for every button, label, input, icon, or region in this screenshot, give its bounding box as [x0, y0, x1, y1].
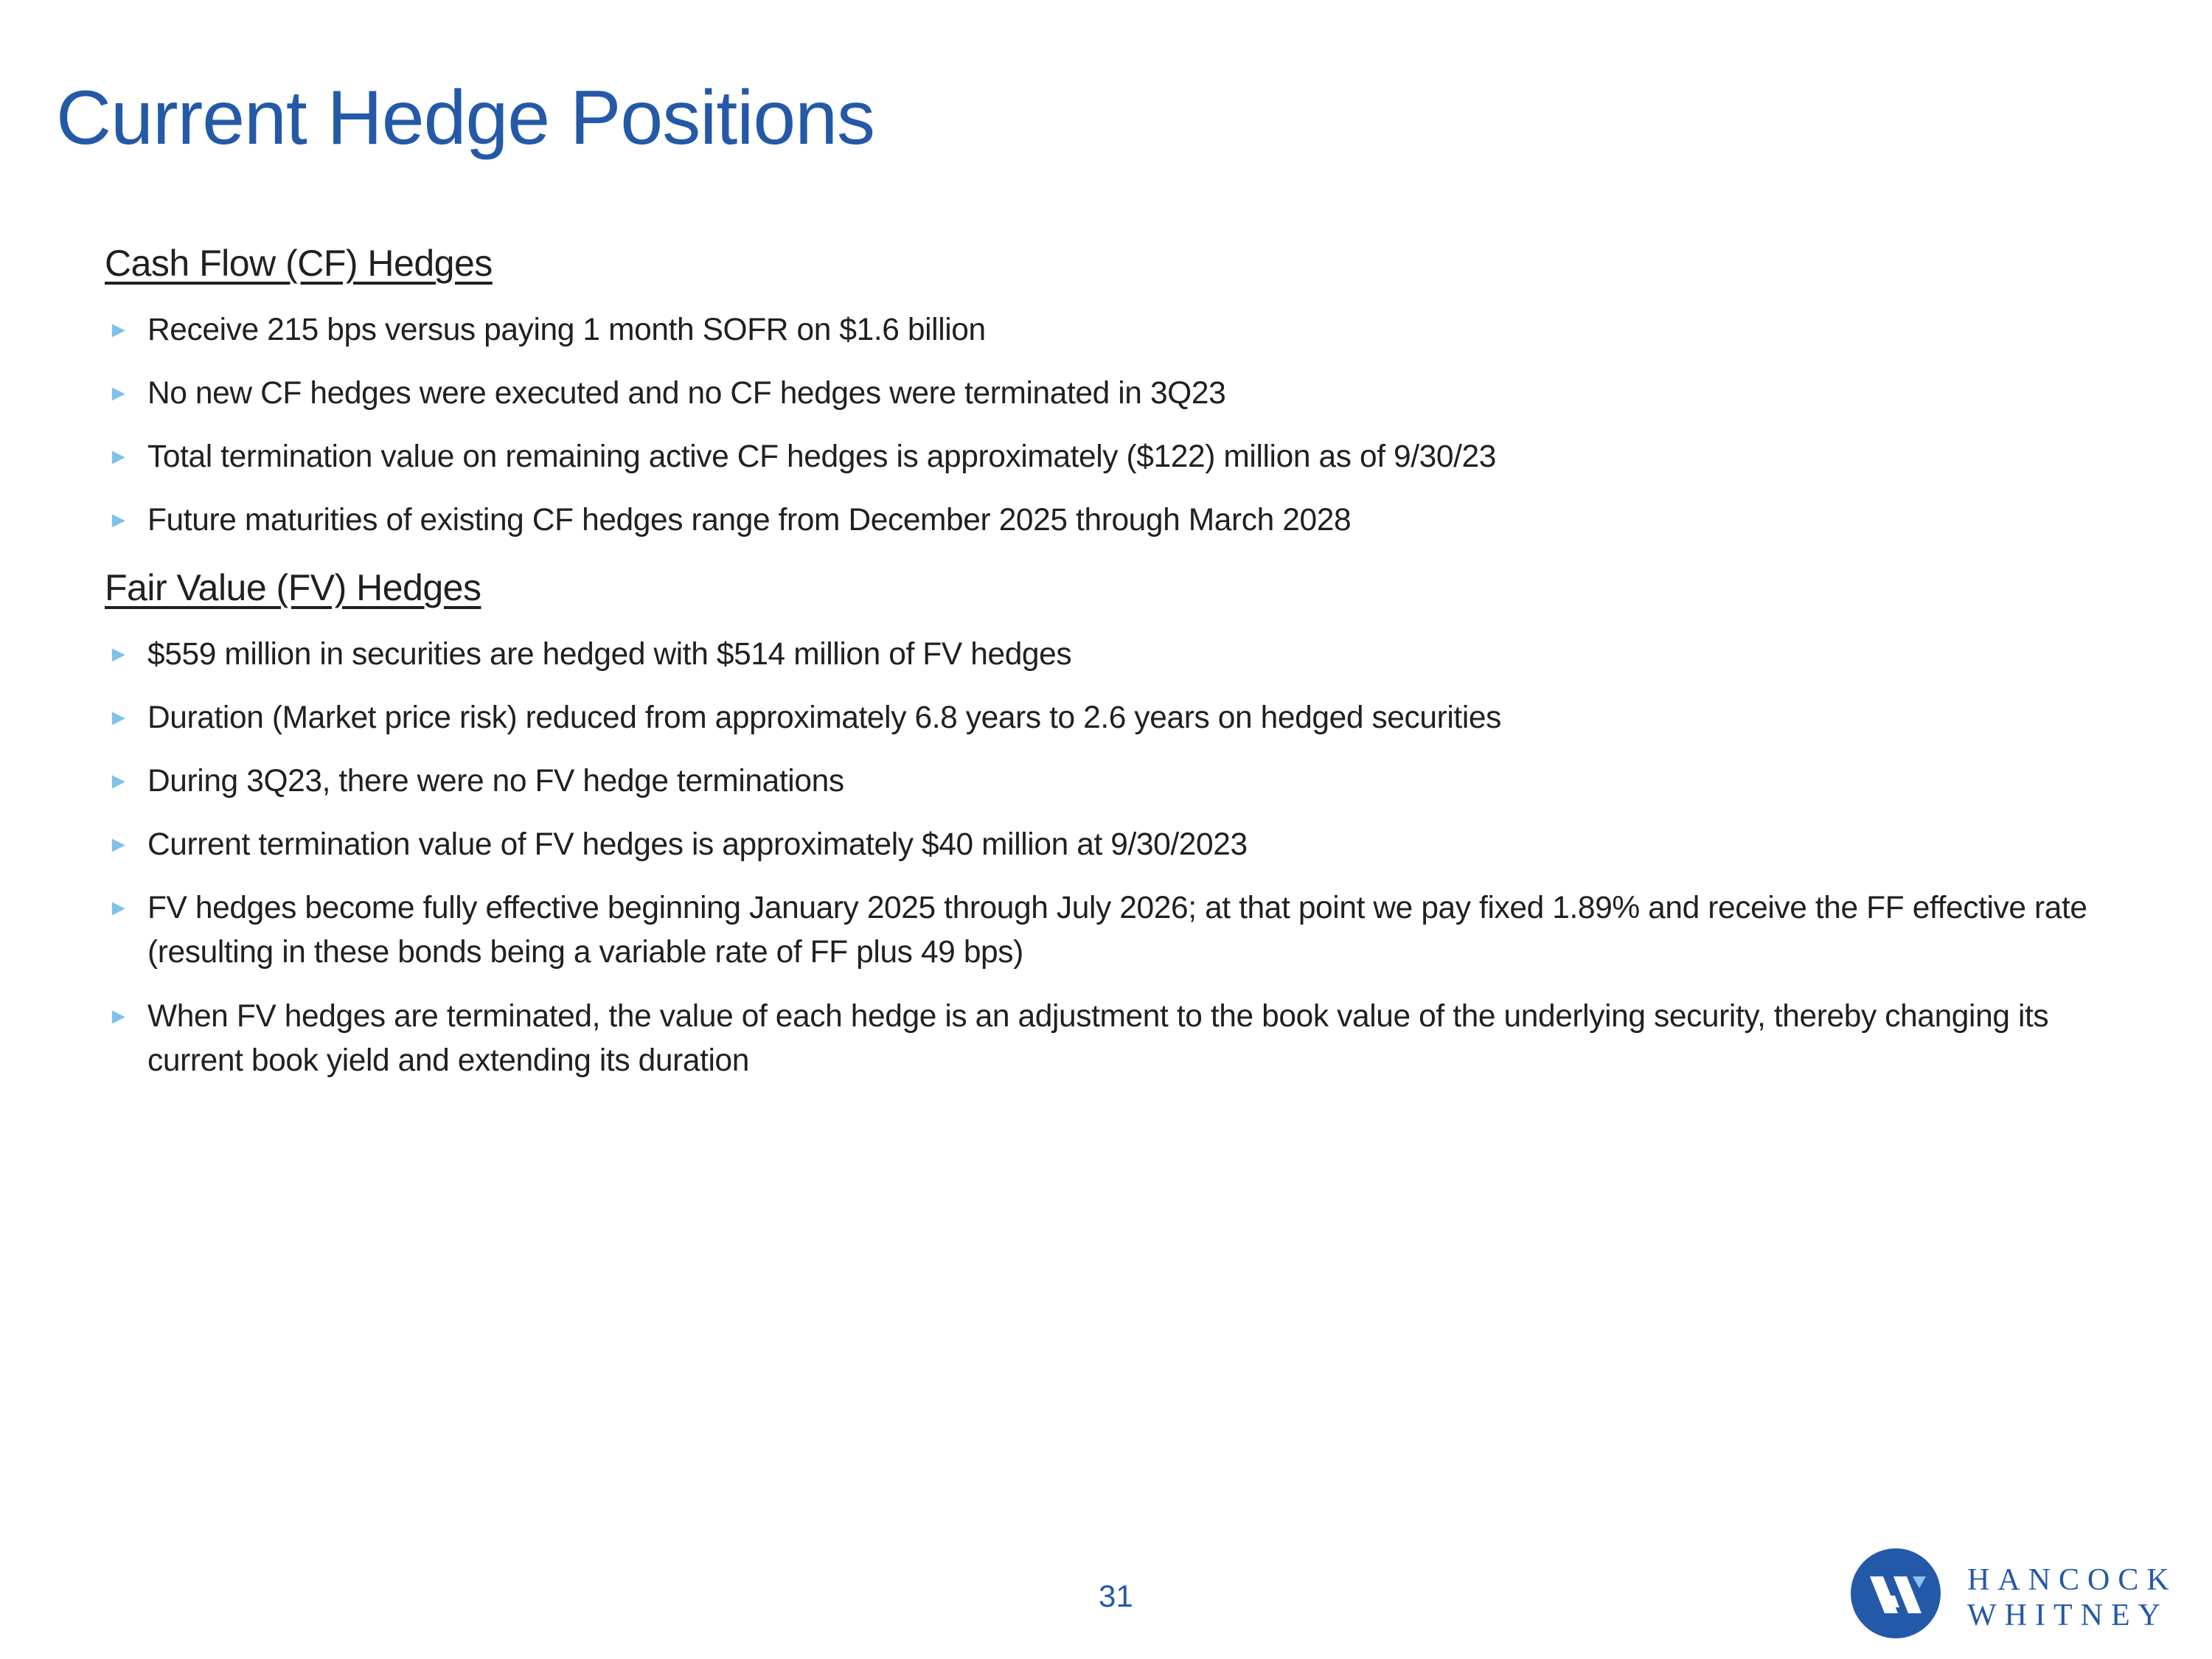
- triangle-right-icon: ►: [108, 381, 130, 406]
- logo-text-hancock: HANCOCK: [1967, 1563, 2177, 1597]
- list-item: ► Current termination value of FV hedges is approximately $40 million at 9/30/2023: [108, 823, 2098, 867]
- triangle-right-icon: ►: [108, 1004, 130, 1029]
- list-item: ► FV hedges become fully effective beginning January 2025 through July 2026; at that point we pay fixed 1.89% and receive the FF effective rate (resulting in these bonds being a variable rate of FF plus 49 bps): [108, 886, 2098, 975]
- section-heading-cash-flow: Cash Flow (CF) Hedges: [105, 243, 493, 284]
- triangle-right-icon: ►: [108, 769, 130, 793]
- list-item: ► No new CF hedges were executed and no CF hedges were terminated in 3Q23: [108, 372, 2098, 416]
- section-heading-fair-value: Fair Value (FV) Hedges: [105, 567, 481, 608]
- triangle-right-icon: ►: [108, 896, 130, 920]
- triangle-right-icon: ►: [108, 508, 130, 532]
- list-item: ► Future maturities of existing CF hedges range from December 2025 through March 2028: [108, 498, 2098, 543]
- company-logo: [1851, 1548, 2190, 1641]
- list-item: ► When FV hedges are terminated, the value of each hedge is an adjustment to the book value of the underlying security, thereby changing its current book yield and extending its duration: [108, 995, 2098, 1083]
- page-number: 31: [1099, 1579, 1133, 1613]
- list-item: ► During 3Q23, there were no FV hedge terminations: [108, 759, 2098, 804]
- list-item: ► Duration (Market price risk) reduced from approximately 6.8 years to 2.6 years on hedged securities: [108, 696, 2098, 740]
- triangle-right-icon: ►: [108, 706, 130, 730]
- list-item: ► $559 million in securities are hedged with $514 million of FV hedges: [108, 633, 2098, 677]
- triangle-right-icon: ►: [108, 832, 130, 857]
- hw-monogram-icon: [1851, 1548, 1941, 1638]
- list-item: ► Receive 215 bps versus paying 1 month SOFR on $1.6 billion: [108, 308, 2098, 352]
- triangle-right-icon: ►: [108, 318, 130, 342]
- list-item: ► Total termination value on remaining active CF hedges is approximately ($122) million as of 9/30/23: [108, 435, 2098, 479]
- page-title: Current Hedge Positions: [56, 75, 875, 161]
- logo-text-whitney: WHITNEY: [1967, 1599, 2168, 1632]
- triangle-right-icon: ►: [108, 642, 130, 667]
- triangle-right-icon: ►: [108, 445, 130, 469]
